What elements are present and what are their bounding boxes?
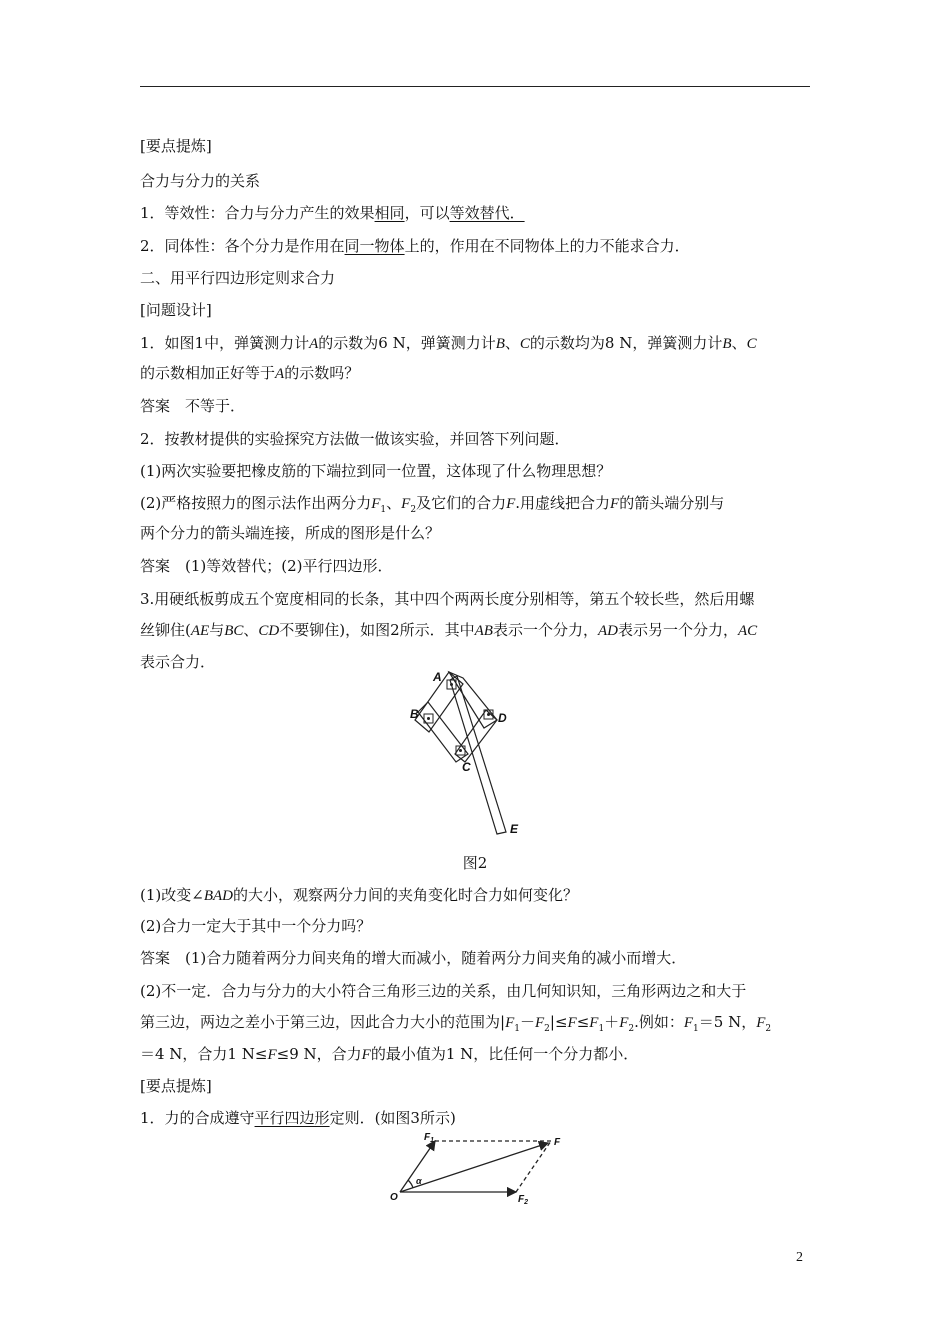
question-1-line-2: 的示数相加正好等于A的示数吗？ <box>140 364 360 382</box>
question-1-line-1: 1．如图1中，弹簧测力计A的示数为6 N，弹簧测力计B、C的示数均为8 N，弹簧测力计B、C <box>140 334 757 352</box>
figure-2-linkage-diagram <box>405 665 535 840</box>
label-b: B <box>410 707 419 721</box>
figure-3-parallelogram <box>385 1128 570 1208</box>
question-3-line-2: 丝铆住(AE与BC、CD不要铆住)，如图2所示．其中AB表示一个分力，AD表示另一个分力，AC <box>140 621 758 639</box>
figure-2-caption: 图2 <box>462 854 488 872</box>
question-3-sub-2: (2)合力一定大于其中一个分力吗？ <box>140 917 372 935</box>
label-e: E <box>510 822 519 836</box>
same-body-line: 2．同体性：各个分力是作用在同一物体上的，作用在不同物体上的力不能求合力． <box>140 237 690 255</box>
relation-title: 合力与分力的关系 <box>140 172 261 190</box>
dashed-right <box>516 1141 551 1192</box>
label-o: O <box>390 1192 398 1203</box>
label-c: C <box>462 760 471 774</box>
label-a: A <box>433 670 442 684</box>
question-3-line-3: 表示合力． <box>140 653 216 671</box>
label-f1: $F_1$ <box>424 1132 435 1144</box>
question-2-line-1: 2．按教材提供的实验探究方法做一做该实验，并回答下列问题． <box>140 430 570 448</box>
answer-2: 答案 (1)等效替代；(2)平行四边形． <box>140 557 393 575</box>
vector-f <box>400 1143 548 1192</box>
page-number: 2 <box>796 1250 803 1265</box>
angle-arc <box>408 1180 413 1188</box>
answer-3-line-2: (2)不一定．合力与分力的大小符合三角形三边的关系，由几何知识知，三角形两边之和大于 <box>140 982 747 1000</box>
question-3-line-1: 3.用硬纸板剪成五个宽度相同的长条，其中四个两两长度分别相等，第五个较长些，然后用螺 <box>140 590 755 608</box>
answer-3-line-4: ＝4 N，合力1 N≤F≤9 N，合力F的最小值为1 N，比任何一个分力都小． <box>140 1045 639 1063</box>
label-alpha: α <box>416 1176 422 1186</box>
section-heading-2: 二、用平行四边形定则求合力 <box>140 269 336 287</box>
answer-3-line-3: 第三边，两边之差小于第三边，因此合力大小的范围为$|F_1-F_2|\le F\le F_1+F_2$.例如：$F_1=5$ N，$F_2$ <box>140 1013 772 1034</box>
answer-3-line-1: 答案 (1)合力随着两分力间夹角的增大而减小，随着两分力间夹角的减小而增大． <box>140 949 687 967</box>
label-f2: $F_2$ <box>518 1194 529 1206</box>
strip-bc <box>418 702 468 762</box>
question-3-sub-1: (1)改变∠BAD的大小，观察两分力间的夹角变化时合力如何变化？ <box>140 886 579 904</box>
key-points-heading: [要点提炼] <box>140 137 212 155</box>
equivalence-line: 1．等效性：合力与分力产生的效果相同，可以等效替代． <box>140 204 525 222</box>
rule-1-line: 1．力的合成遵守平行四边形定则．(如图3所示) <box>140 1109 456 1127</box>
key-points-heading-2: [要点提炼] <box>140 1077 212 1095</box>
question-2-line-4: 两个分力的箭头端连接，所成的图形是什么？ <box>140 524 441 542</box>
question-2-line-3: (2)严格按照力的图示法作出两分力$F_1$、$F_2$及它们的合力F.用虚线把合力F的箭头端分别与 <box>140 494 725 515</box>
answer-1: 答案 不等于． <box>140 397 246 415</box>
label-d: D <box>498 711 507 725</box>
problem-design-heading: [问题设计] <box>140 301 212 319</box>
question-2-line-2: (1)两次实验要把橡皮筋的下端拉到同一位置，这体现了什么物理思想？ <box>140 462 612 480</box>
header-rule <box>140 86 810 87</box>
label-f: F <box>554 1137 561 1148</box>
